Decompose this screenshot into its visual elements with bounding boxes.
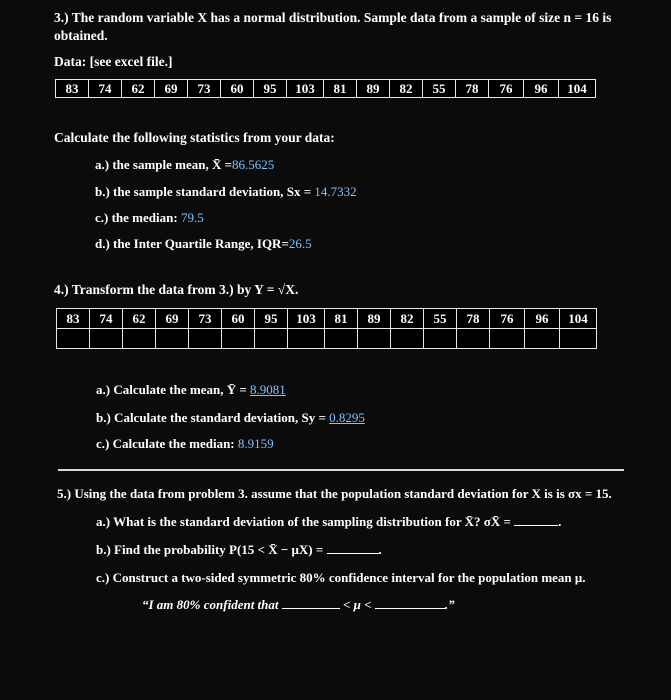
problem-3-data-cell: 60 <box>221 80 254 98</box>
problem-4-c-label: c.) Calculate the median: <box>96 436 235 451</box>
problem-3-data-cell: 55 <box>423 80 456 98</box>
problem-4-transformed-cell <box>391 329 424 349</box>
problem-4-data-cell: 62 <box>123 309 156 329</box>
quote-end: .” <box>444 597 455 612</box>
problem-4-data-cell: 55 <box>424 309 457 329</box>
problem-4-transformed-cell <box>255 329 288 349</box>
problem-4-transformed-cell <box>560 329 597 349</box>
table-row <box>57 309 597 329</box>
problem-4-data-cell: 89 <box>358 309 391 329</box>
problem-5-heading: 5.) Using the data from problem 3. assume that the population standard deviation for X is is σx = 15. <box>57 486 612 501</box>
table-row <box>57 329 597 349</box>
problem-4-a <box>96 382 286 398</box>
problem-3-data-cell: 104 <box>559 80 596 98</box>
problem-3-intro-line1: 3.) The random variable X has a normal distribution. Sample data from a sample of size n = 16 is <box>54 10 612 25</box>
problem-3-b <box>95 184 357 200</box>
problem-5-c: c.) Construct a two-sided symmetric 80% confidence interval for the population mean μ. <box>96 570 586 585</box>
problem-3-data-cell: 95 <box>254 80 287 98</box>
problem-4-transformed-cell <box>57 329 90 349</box>
answer-blank[interactable] <box>327 553 379 554</box>
problem-4-data-cell: 96 <box>525 309 560 329</box>
problem-4-transformed-cell <box>123 329 156 349</box>
problem-4-transformed-cell <box>189 329 222 349</box>
problem-3-a-value: 86.5625 <box>232 157 275 172</box>
problem-4-data-cell: 69 <box>156 309 189 329</box>
problem-4-data-table <box>56 308 597 349</box>
quote-mid: < μ < <box>343 597 372 612</box>
problem-3-c <box>95 210 204 226</box>
quote-start: “I am 80% confident that <box>142 597 279 612</box>
problem-4-transformed-cell <box>288 329 325 349</box>
problem-5-a: a.) What is the standard deviation of the sampling distribution for X̄? σX̄ = . <box>96 514 562 529</box>
lower-bound-blank[interactable] <box>282 608 340 609</box>
problem-4-a-value: 8.9081 <box>250 382 286 397</box>
problem-4-data-cell: 95 <box>255 309 288 329</box>
problem-4-b <box>96 410 365 426</box>
problem-4-c-value: 8.9159 <box>237 436 274 451</box>
problem-3-data-cell: 103 <box>287 80 324 98</box>
problem-3-d <box>95 236 312 252</box>
problem-4-data-cell: 76 <box>490 309 525 329</box>
problem-3-a-label: a.) the sample mean, X̄ = <box>95 157 233 172</box>
problem-3-data-cell: 78 <box>456 80 489 98</box>
problem-5-quote <box>142 597 455 613</box>
problem-3-data-cell: 89 <box>357 80 390 98</box>
problem-4-transformed-cell <box>525 329 560 349</box>
problem-3-c-value: 79.5 <box>180 210 204 225</box>
problem-4-a-label: a.) Calculate the mean, Ȳ = <box>96 382 247 397</box>
problem-4-transformed-cell <box>490 329 525 349</box>
answer-blank[interactable] <box>514 525 558 526</box>
problem-3-data-cell: 96 <box>524 80 559 98</box>
problem-4-data-cell: 60 <box>222 309 255 329</box>
problem-4-data-cell: 73 <box>189 309 222 329</box>
problem-3-c-label: c.) the median: <box>95 210 178 225</box>
problem-4-transformed-cell <box>222 329 255 349</box>
problem-3-d-value: 26.5 <box>288 236 312 251</box>
problem-3-data-cell: 83 <box>56 80 89 98</box>
problem-3-calc-heading: Calculate the following statistics from your data: <box>54 130 335 145</box>
problem-4-transformed-cell <box>457 329 490 349</box>
problem-4-c <box>96 436 274 452</box>
problem-4-b-label: b.) Calculate the standard deviation, Sy = <box>96 410 326 425</box>
problem-5-b-label: b.) Find the probability P(15 < X̄ − μX) = <box>96 542 324 557</box>
problem-3-b-value: 14.7332 <box>314 184 357 199</box>
problem-5-b: b.) Find the probability P(15 < X̄ − μX) = . <box>96 542 382 557</box>
table-row <box>56 80 596 98</box>
problem-4-data-cell: 104 <box>560 309 597 329</box>
problem-4-transformed-cell <box>358 329 391 349</box>
problem-4-transformed-cell <box>424 329 457 349</box>
problem-3-data-cell: 82 <box>390 80 423 98</box>
problem-4-data-cell: 82 <box>391 309 424 329</box>
problem-4-data-cell: 81 <box>325 309 358 329</box>
problem-3-data-cell: 74 <box>89 80 122 98</box>
problem-4-transformed-cell <box>325 329 358 349</box>
problem-3-data-table <box>55 79 596 98</box>
section-divider <box>58 469 624 471</box>
problem-4-data-cell: 103 <box>288 309 325 329</box>
problem-4-b-value: 0.8295 <box>329 410 365 425</box>
problem-3-data-cell: 76 <box>489 80 524 98</box>
problem-4-data-cell: 83 <box>57 309 90 329</box>
problem-3-a <box>95 157 274 173</box>
problem-4-transformed-cell <box>90 329 123 349</box>
problem-4-transformed-cell <box>156 329 189 349</box>
problem-3-d-label: d.) the Inter Quartile Range, IQR= <box>95 236 289 251</box>
problem-5-a-label: a.) What is the standard deviation of the sampling distribution for X̄? σX̄ = <box>96 514 511 529</box>
problem-3-data-cell: 81 <box>324 80 357 98</box>
problem-3-data-cell: 69 <box>155 80 188 98</box>
problem-3-b-label: b.) the sample standard deviation, Sx = <box>95 184 312 199</box>
problem-4-data-cell: 74 <box>90 309 123 329</box>
problem-4-heading: 4.) Transform the data from 3.) by Y = √X. <box>54 282 299 297</box>
upper-bound-blank[interactable] <box>375 608 445 609</box>
problem-3-data-cell: 62 <box>122 80 155 98</box>
problem-4-data-cell: 78 <box>457 309 490 329</box>
problem-3-intro-line2: obtained. <box>54 28 108 43</box>
problem-3-data-label: Data: [see excel file.] <box>54 54 173 69</box>
problem-3-data-cell: 73 <box>188 80 221 98</box>
